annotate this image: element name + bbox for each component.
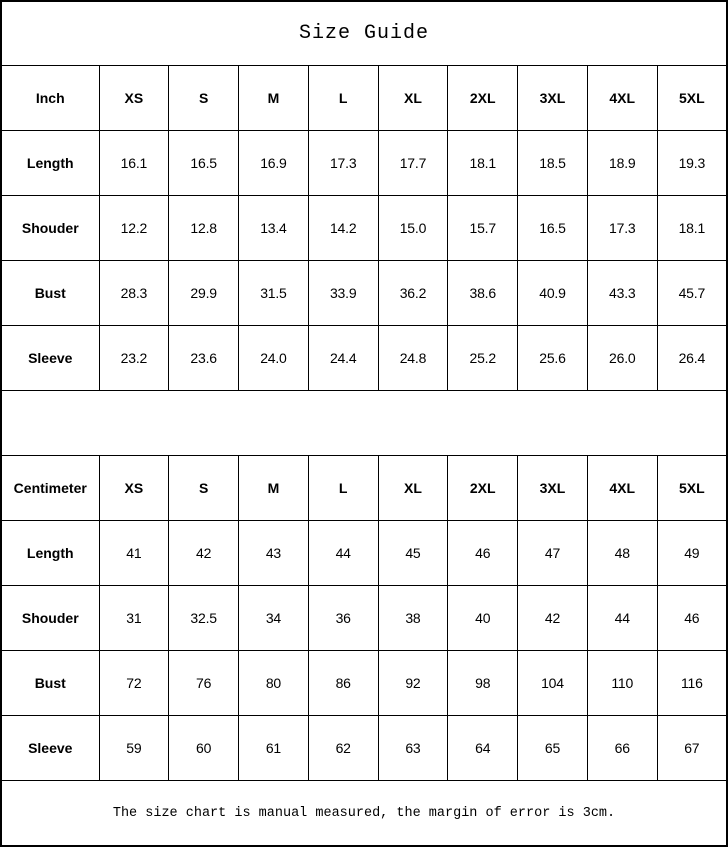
size-value: 23.6 [169, 326, 239, 391]
size-value: 18.1 [448, 131, 518, 196]
column-header: M [239, 66, 309, 131]
size-value: 63 [378, 716, 448, 781]
row-label: Shouder [1, 586, 99, 651]
column-header: 3XL [518, 456, 588, 521]
size-value: 16.5 [169, 131, 239, 196]
row-label: Length [1, 131, 99, 196]
size-value: 23.2 [99, 326, 169, 391]
size-value: 46 [657, 586, 727, 651]
size-value: 45.7 [657, 261, 727, 326]
size-value: 116 [657, 651, 727, 716]
size-value: 41 [99, 521, 169, 586]
size-value: 60 [169, 716, 239, 781]
table-row [1, 326, 727, 391]
size-value: 47 [518, 521, 588, 586]
size-value: 31.5 [239, 261, 309, 326]
size-value: 25.6 [518, 326, 588, 391]
size-value: 32.5 [169, 586, 239, 651]
size-value: 26.4 [657, 326, 727, 391]
table-row [1, 651, 727, 716]
column-header: XL [378, 456, 448, 521]
column-header: 5XL [657, 456, 727, 521]
size-value: 44 [308, 521, 378, 586]
size-value: 18.5 [518, 131, 588, 196]
unit-label-inch: Inch [1, 66, 99, 131]
size-value: 98 [448, 651, 518, 716]
size-value: 14.2 [308, 196, 378, 261]
row-label: Bust [1, 261, 99, 326]
size-value: 24.8 [378, 326, 448, 391]
size-value: 26.0 [587, 326, 657, 391]
row-label: Sleeve [1, 326, 99, 391]
column-header: S [169, 456, 239, 521]
size-value: 29.9 [169, 261, 239, 326]
size-value: 44 [587, 586, 657, 651]
title-row [1, 1, 727, 66]
table-row [1, 521, 727, 586]
column-header: M [239, 456, 309, 521]
size-value: 34 [239, 586, 309, 651]
size-value: 38.6 [448, 261, 518, 326]
size-value: 48 [587, 521, 657, 586]
size-value: 49 [657, 521, 727, 586]
column-header: 3XL [518, 66, 588, 131]
column-header: 2XL [448, 456, 518, 521]
measurement-note: The size chart is manual measured, the margin of error is 3cm. [1, 781, 727, 847]
size-value: 65 [518, 716, 588, 781]
size-value: 16.5 [518, 196, 588, 261]
size-value: 59 [99, 716, 169, 781]
size-value: 40 [448, 586, 518, 651]
size-value: 40.9 [518, 261, 588, 326]
size-value: 72 [99, 651, 169, 716]
size-value: 25.2 [448, 326, 518, 391]
size-value: 15.7 [448, 196, 518, 261]
spacer-cell [1, 391, 727, 456]
size-value: 67 [657, 716, 727, 781]
footer-row [1, 781, 727, 847]
size-value: 16.9 [239, 131, 309, 196]
size-value: 76 [169, 651, 239, 716]
row-label: Sleeve [1, 716, 99, 781]
size-value: 13.4 [239, 196, 309, 261]
size-value: 66 [587, 716, 657, 781]
size-value: 61 [239, 716, 309, 781]
size-value: 42 [518, 586, 588, 651]
spacer-row [1, 391, 727, 456]
size-value: 31 [99, 586, 169, 651]
size-value: 15.0 [378, 196, 448, 261]
size-value: 110 [587, 651, 657, 716]
size-value: 62 [308, 716, 378, 781]
size-value: 17.3 [587, 196, 657, 261]
size-value: 33.9 [308, 261, 378, 326]
size-value: 45 [378, 521, 448, 586]
column-header: 5XL [657, 66, 727, 131]
table-row [1, 586, 727, 651]
size-value: 43.3 [587, 261, 657, 326]
size-value: 36 [308, 586, 378, 651]
column-header: L [308, 456, 378, 521]
size-value: 12.8 [169, 196, 239, 261]
size-value: 24.0 [239, 326, 309, 391]
unit-label-centimeter: Centimeter [1, 456, 99, 521]
size-value: 42 [169, 521, 239, 586]
size-value: 17.3 [308, 131, 378, 196]
column-header: L [308, 66, 378, 131]
size-value: 38 [378, 586, 448, 651]
column-header: XS [99, 66, 169, 131]
table-row [1, 716, 727, 781]
size-value: 28.3 [99, 261, 169, 326]
size-value: 80 [239, 651, 309, 716]
column-header: XS [99, 456, 169, 521]
column-header: 4XL [587, 66, 657, 131]
column-header: XL [378, 66, 448, 131]
size-value: 36.2 [378, 261, 448, 326]
size-value: 12.2 [99, 196, 169, 261]
inch-header-row [1, 66, 727, 131]
table-row [1, 196, 727, 261]
row-label: Bust [1, 651, 99, 716]
size-value: 19.3 [657, 131, 727, 196]
table-row [1, 261, 727, 326]
size-value: 18.9 [587, 131, 657, 196]
page-title: Size Guide [1, 1, 727, 66]
row-label: Length [1, 521, 99, 586]
size-value: 18.1 [657, 196, 727, 261]
column-header: 2XL [448, 66, 518, 131]
size-value: 46 [448, 521, 518, 586]
size-value: 64 [448, 716, 518, 781]
size-value: 43 [239, 521, 309, 586]
column-header: S [169, 66, 239, 131]
size-value: 104 [518, 651, 588, 716]
row-label: Shouder [1, 196, 99, 261]
size-value: 24.4 [308, 326, 378, 391]
centimeter-header-row [1, 456, 727, 521]
size-value: 92 [378, 651, 448, 716]
table-row [1, 131, 727, 196]
size-value: 86 [308, 651, 378, 716]
size-value: 17.7 [378, 131, 448, 196]
size-value: 16.1 [99, 131, 169, 196]
column-header: 4XL [587, 456, 657, 521]
